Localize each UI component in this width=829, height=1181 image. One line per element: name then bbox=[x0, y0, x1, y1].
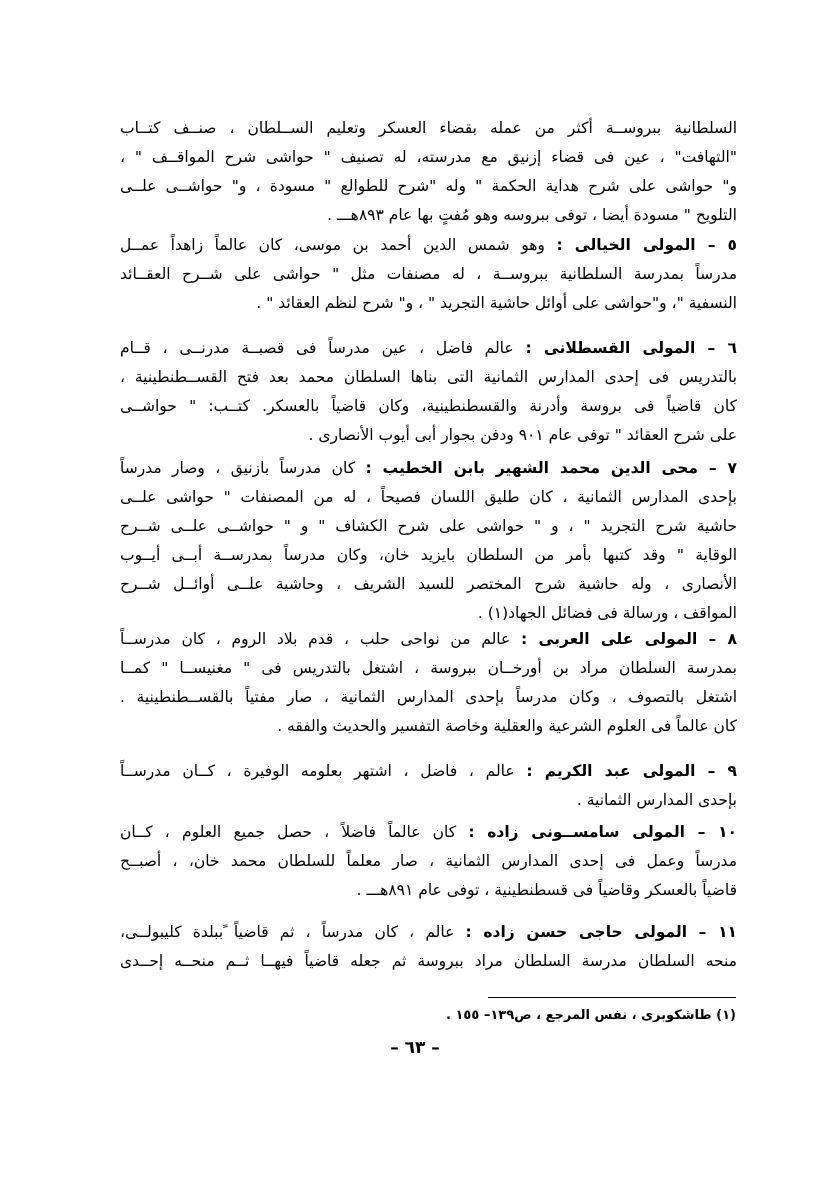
line-text: السلطانية ببروســة أكثر من عمله بقضاء العسكر وتعليم الســلطان ، صنــف كتــاب bbox=[120, 119, 737, 137]
paragraph-10 bbox=[120, 818, 737, 905]
text-line bbox=[120, 818, 737, 847]
line-text: بالتدريس فى إحدى المدارس الثمانية التى بناها السلطان محمد بعد فتح القســطنطينية ، bbox=[120, 368, 737, 386]
line-text: بمدرسة السلطان مراد بن أورخــان ببروسة ، اشتغل بالتدريس فى " مغنيســا " كمــا bbox=[120, 659, 737, 677]
text-line bbox=[120, 334, 737, 363]
line-text: عالم ، فاضل ، اشتهر بعلومه الوفيرة ، كــان مدرســاً bbox=[120, 762, 527, 780]
entry-heading: ١٠ – المولى سامســونى زاده : bbox=[468, 823, 737, 841]
paragraph-11 bbox=[120, 918, 737, 976]
line-text: وهو شمس الدين أحمد بن موسى، كان عالماً زاهداً عمــل bbox=[120, 236, 557, 254]
paragraph-6 bbox=[120, 334, 737, 450]
text-line bbox=[120, 421, 737, 450]
text-line bbox=[120, 260, 737, 289]
line-text: اشتغل بالتصوف ، وكان مدرساً بإحدى المدارس الثمانية ، صار مفتياً بالقســطنطينية . bbox=[120, 688, 737, 706]
text-line bbox=[120, 683, 737, 712]
line-text: الأنصارى ، وله حاشية شرح المختصر للسيد الشريف ، وحاشية علــى أوائــل شــرح bbox=[120, 575, 737, 593]
line-text: بإحدى المدارس الثمانية . bbox=[576, 791, 737, 809]
text-line bbox=[120, 757, 737, 786]
line-text: "التهافت" ، عين فى قضاء إزنيق مع مدرسته، له تصنيف " حواشى شرح المواقــف " ، bbox=[120, 148, 737, 166]
line-text: المواقف ، ورسالة فى فضائل الجهاد(١) . bbox=[477, 604, 737, 622]
line-text: التلويح " مسودة أيضا ، توفى ببروسه وهو مُفتٍ بها عام ٨٩٣هـــ . bbox=[327, 206, 737, 224]
entry-heading: ١١ – المولى حاجى حسن زاده : bbox=[465, 923, 737, 941]
line-text: قاضياً بالعسكر وقاضياً فى قسطنطينية ، توفى عام ٨٩١هـــ . bbox=[356, 881, 737, 899]
text-line bbox=[120, 786, 737, 815]
text-line bbox=[120, 599, 737, 628]
line-text: عالم فاضل ، عين مدرساً فى قصبــة مدرنــى ، قــام bbox=[120, 339, 526, 357]
text-line bbox=[120, 947, 737, 976]
line-text: و" حواشى على شرح هداية الحكمة " وله "شرح للطوالع " مسودة ، و" حواشــى علــى bbox=[120, 177, 737, 195]
text-line bbox=[120, 289, 737, 318]
footnote: (١) طاشكوبرى ، نفس المرجع ، ص١٣٩– ١٥٥ . bbox=[446, 1008, 736, 1023]
line-text: عالم من نواحى حلب ، قدم بلاد الروم ، كان مدرســاً bbox=[120, 630, 522, 648]
text-line bbox=[120, 625, 737, 654]
line-text: عالم ، كان مدرساً ، ثم قاضياً ًببلدة كليبولــى، bbox=[120, 923, 466, 941]
line-text: مدرساً بمدرسة السلطانية ببروســة ، له مصنفات مثل " حواشى على شــرح العقــائد bbox=[120, 265, 737, 283]
entry-heading: ٧ – محى الدين محمد الشهير بابن الخطيب : bbox=[365, 459, 737, 477]
page-number: – ٦٣ – bbox=[390, 1038, 440, 1058]
text-line bbox=[120, 483, 737, 512]
text-line bbox=[120, 363, 737, 392]
line-text: منحه السلطان مدرسة السلطان مراد ببروسة ثم جعله قاضياً فيهــا ثــم منحــه إحــدى bbox=[120, 952, 737, 970]
line-text: حاشية شرح التجريد " ، و " حواشى على شرح الكشاف " و " حواشــى علــى شــرح bbox=[120, 517, 737, 535]
text-line bbox=[120, 201, 737, 230]
text-line bbox=[120, 143, 737, 172]
line-text: كان عالماً فى العلوم الشرعية والعقلية وخاصة التفسير والحديث والفقه . bbox=[277, 717, 737, 735]
text-line bbox=[120, 570, 737, 599]
line-text: النسفية "، و"حواشى على أوائل حاشية التجريد " ، و" شرح لنظم العقائد " . bbox=[256, 294, 737, 312]
line-text: كان قاضياً فى بروسة وأدرنة والقسطنطينية، وكان قاضياً بالعسكر. كتــب: " حواشــى bbox=[120, 397, 737, 415]
line-text: كان مدرساً بازنيق ، وصار مدرساً bbox=[120, 459, 366, 477]
line-text: مدرساً وعمل فى إحدى المدارس الثمانية ، صار معلماً للسلطان محمد خان، ، أصبــح bbox=[120, 852, 737, 870]
text-line bbox=[120, 454, 737, 483]
text-line bbox=[120, 512, 737, 541]
entry-heading: ٦ – المولى القسطلانى : bbox=[525, 339, 737, 357]
text-line bbox=[120, 541, 737, 570]
entry-heading: ٨ – المولى على العربى : bbox=[521, 630, 737, 648]
text-line bbox=[120, 918, 737, 947]
text-line bbox=[120, 712, 737, 741]
text-line bbox=[120, 847, 737, 876]
paragraph-7 bbox=[120, 454, 737, 628]
entry-heading: ٩ – المولى عبد الكريم : bbox=[526, 762, 737, 780]
text-line bbox=[120, 654, 737, 683]
line-text: الوقاية " وقد كتبها بأمر من السلطان بايزيد خان، وكان مدرساً بمدرســة أبــى أيــوب bbox=[120, 546, 737, 564]
line-text: على شرح العقائد " توفى عام ٩٠١ ودفن بجوار أبى أيوب الأنصارى . bbox=[308, 426, 737, 444]
line-text: بإحدى المدارس الثمانية ، كان طليق اللسان فصيحاً ، له من المصنفات " حواشى علــى bbox=[120, 488, 737, 506]
paragraph-5 bbox=[120, 231, 737, 318]
entry-heading: ٥ – المولى الخيالى : bbox=[556, 236, 737, 254]
text-line bbox=[120, 172, 737, 201]
text-line bbox=[120, 231, 737, 260]
text-line bbox=[120, 876, 737, 905]
footnote-divider bbox=[488, 997, 736, 998]
paragraph-9 bbox=[120, 757, 737, 815]
text-line bbox=[120, 114, 737, 143]
paragraph-8 bbox=[120, 625, 737, 741]
text-line bbox=[120, 392, 737, 421]
paragraph-1 bbox=[120, 114, 737, 230]
line-text: كان عالماً فاضلاً ، حصل جميع العلوم ، كــان bbox=[120, 823, 469, 841]
